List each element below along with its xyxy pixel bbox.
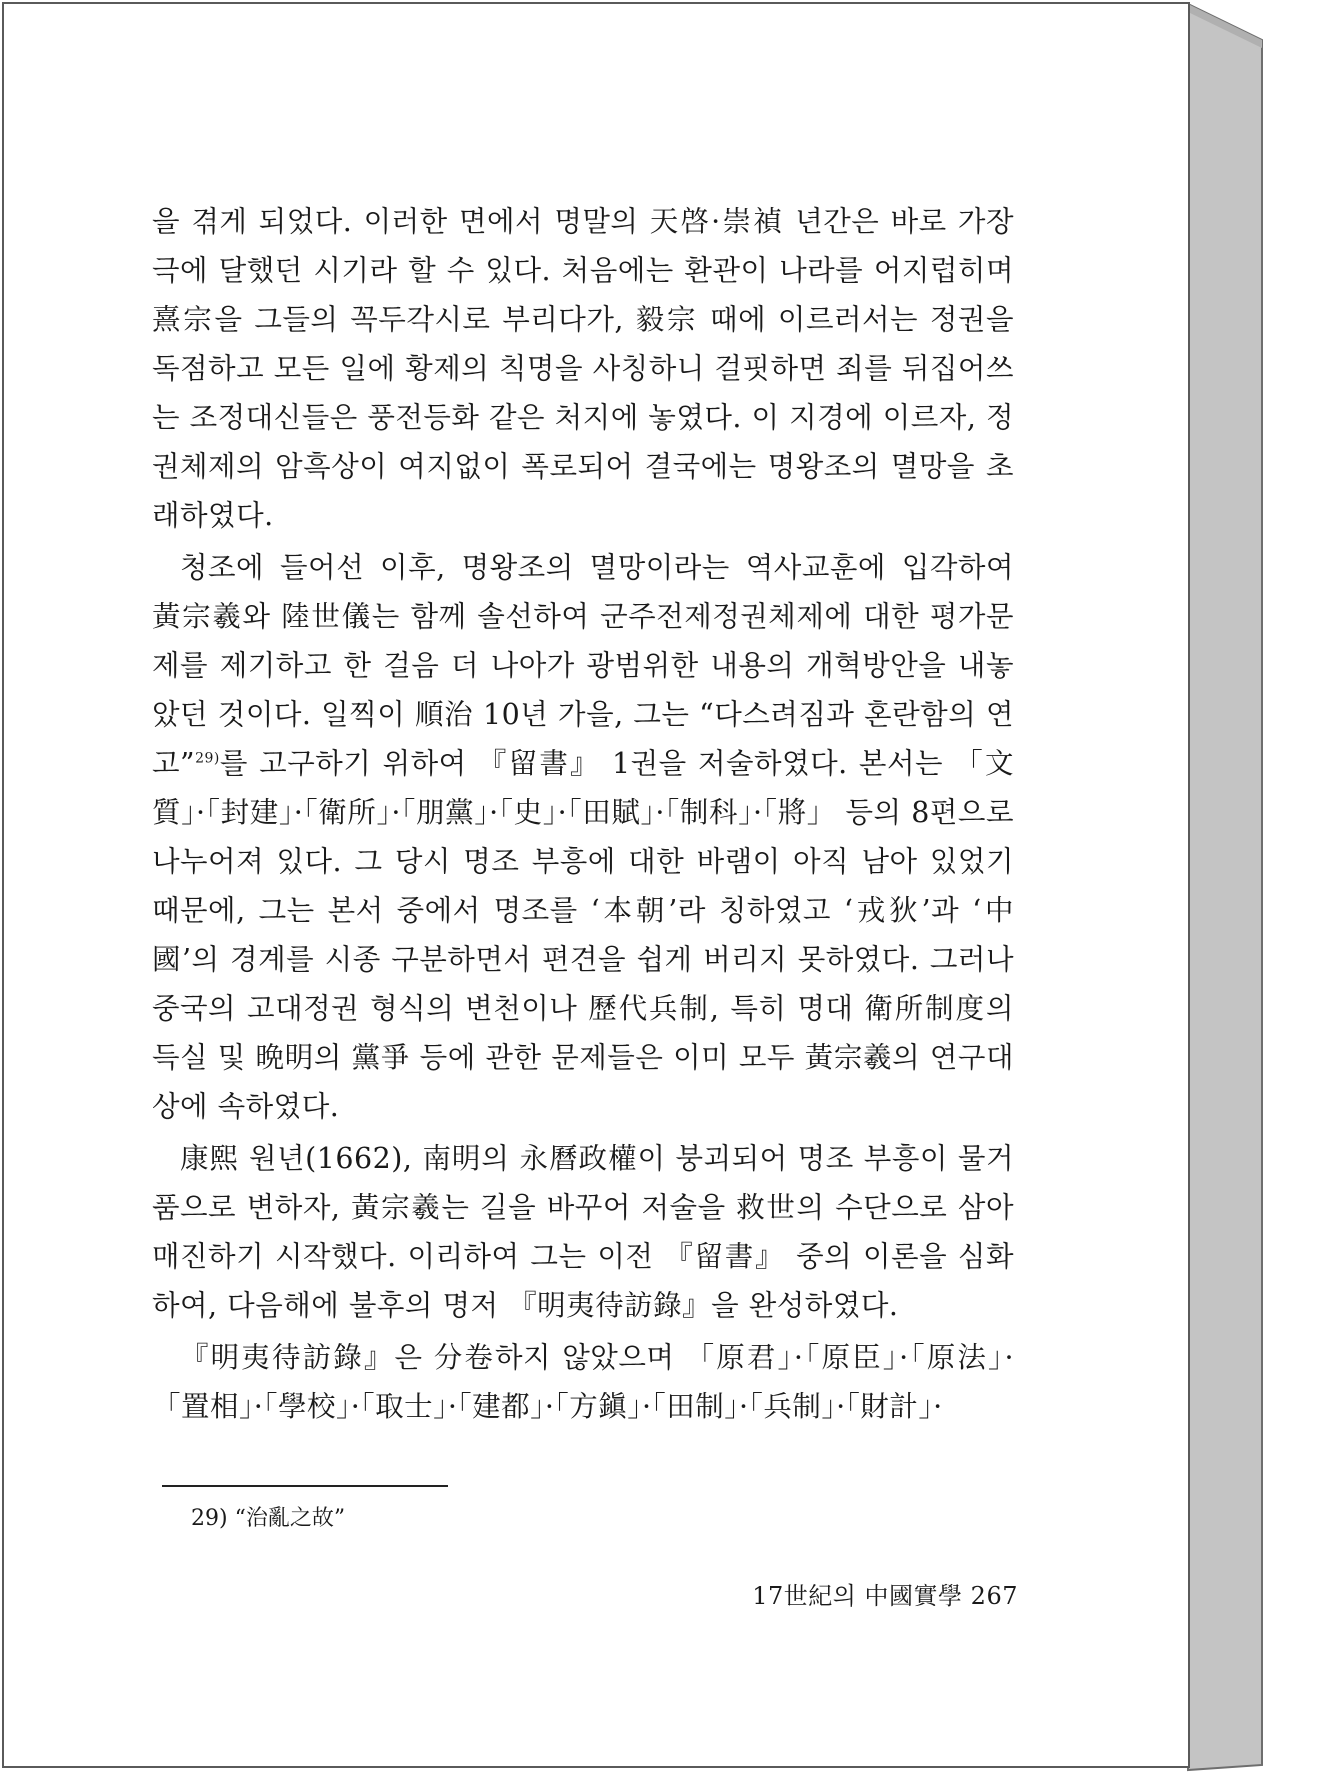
footnote: 29) “治亂之故” xyxy=(191,1506,346,1531)
footnote-reference: 29) xyxy=(195,750,220,767)
paragraph-2-text: 청조에 들어선 이후, 명왕조의 멸망이라는 역사교훈에 입각하여 黃宗羲와 陸世儀는 함께 솔선하여 군주전제정권체제에 대한 평가문제를 제기하고 한 걸음 더 나아가 광범위한 내용의 개혁방안을 내놓았던 것이다. 일찍이 順治 10년 가을, 그는 “다스려짐과 혼란함의 연고” xyxy=(152,551,1014,780)
paragraph-4: 『明夷待訪錄』은 分卷하지 않았으며 「原君」·「原臣」·「原法」·「置相」·「學校」·「取士」·「建都」·「方鎭」·「田制」·「兵制」·「財計」· xyxy=(152,1341,1014,1423)
paragraph-1: 을 겪게 되었다. 이러한 면에서 명말의 天啓·崇禎 년간은 바로 가장 극에 달했던 시기라 할 수 있다. 처음에는 환관이 나라를 어지럽히며 熹宗을 그들의 꼭두각시로 부리다가, 毅宗 때에 이르러서는 정권을 독점하고 모든 일에 황제의 칙명을 사칭하니 걸핏하면 죄를 뒤집어쓰는 조정대신들은 풍전등화 같은 처지에 놓였다. 이 지경에 이르자, 정권체제의 암흑상이 여지없이 폭로되어 결국에는 명왕조의 멸망을 초래하였다. xyxy=(152,205,1014,532)
body-text xyxy=(152,197,1014,1431)
footnote-divider xyxy=(162,1485,448,1487)
running-footer: 17世紀의 中國實學 267 xyxy=(752,1582,1018,1610)
paragraph-2 xyxy=(152,543,1014,1131)
paragraph-3: 康熙 원년(1662), 南明의 永曆政權이 붕괴되어 명조 부흥이 물거품으로 변하자, 黃宗羲는 길을 바꾸어 저술을 救世의 수단으로 삼아 매진하기 시작했다. 이리하여 그는 이전 『留書』 중의 이론을 심화하여, 다음해에 불후의 명저 『明夷待訪錄』을 완성하였다. xyxy=(152,1142,1014,1322)
page xyxy=(2,2,1190,1768)
paragraph-2-continued: 를 고구하기 위하여 『留書』 1권을 저술하였다. 본서는 「文質」·「封建」·「衛所」·「朋黨」·「史」·「田賦」·「制科」·「將」 등의 8편으로 나누어져 있다. 그 당시 명조 부흥에 대한 바램이 아직 남아 있었기 때문에, 그는 본서 중에서 명조를 ‘本朝’라 칭하였고 ‘戎狄’과 ‘中國’의 경계를 시종 구분하면서 편견을 쉽게 버리지 못하였다. 그러나 중국의 고대정권 형식의 변천이나 歷代兵制, 특히 명대 衛所制度의 득실 및 晩明의 黨爭 등에 관한 문제들은 이미 모두 黃宗羲의 연구대상에 속하였다. xyxy=(152,747,1014,1123)
